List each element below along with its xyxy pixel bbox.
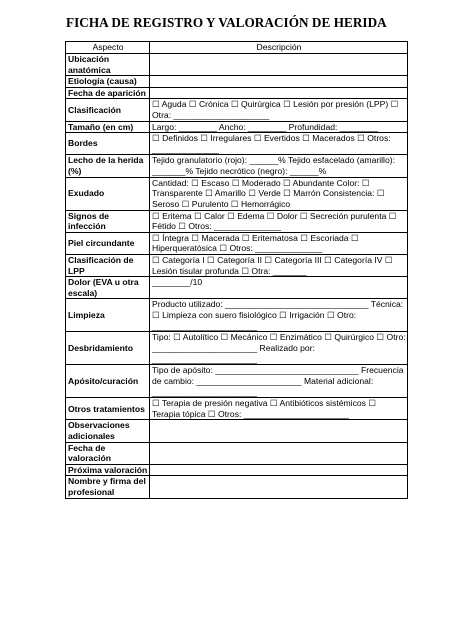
header-aspect: Aspecto — [66, 42, 150, 54]
row-aspect: Exudado — [66, 177, 150, 210]
table-row — [66, 398, 408, 420]
row-aspect: Otros tratamientos — [66, 398, 150, 420]
table-header-row — [66, 42, 408, 54]
row-description[interactable]: ☐ Terapia de presión negativa ☐ Antibióticos sistémicos ☐ Terapia tópica ☐ Otros: ______________________ — [150, 398, 408, 420]
table-row — [66, 277, 408, 299]
document-title: FICHA DE REGISTRO Y VALORACIÓN DE HERIDA — [66, 15, 387, 30]
row-aspect: Apósito/curación — [66, 365, 150, 398]
row-description[interactable]: ☐ Íntegra ☐ Macerada ☐ Eritematosa ☐ Escoriada ☐ Hiperqueratósica ☐ Otros: ______________ — [150, 232, 408, 254]
row-aspect: Fecha de aparición — [66, 87, 150, 99]
row-description[interactable]: Cantidad: ☐ Escaso ☐ Moderado ☐ Abundante Color: ☐ Transparente ☐ Amarillo ☐ Verde ☐ Marrón Consistencia: ☐ Seroso ☐ Purulento ☐ Hemorrágico — [150, 177, 408, 210]
row-aspect: Dolor (EVA u otra escala) — [66, 277, 150, 299]
row-description[interactable] — [150, 442, 408, 464]
row-description[interactable]: Tipo de apósito: ______________________________ Frecuencia de cambio: ______________________ Material adicional: ______________________ — [150, 365, 408, 398]
row-description[interactable]: ☐ Definidos ☐ Irregulares ☐ Evertidos ☐ Macerados ☐ Otros: ______________ — [150, 133, 408, 155]
row-aspect: Signos de infección — [66, 210, 150, 232]
row-description[interactable] — [150, 76, 408, 88]
table-row — [66, 121, 408, 133]
table-row — [66, 210, 408, 232]
table-row — [66, 332, 408, 365]
row-aspect: Desbridamiento — [66, 332, 150, 365]
row-aspect: Limpieza — [66, 299, 150, 332]
table-row — [66, 365, 408, 398]
table-row — [66, 177, 408, 210]
row-aspect: Próxima valoración — [66, 464, 150, 476]
row-description[interactable] — [150, 464, 408, 476]
row-description[interactable]: ☐ Categoría I ☐ Categoría II ☐ Categoría III ☐ Categoría IV ☐ Lesión tisular profunda ☐ Otra: _______ — [150, 254, 408, 276]
row-description[interactable] — [150, 87, 408, 99]
table-row — [66, 133, 408, 155]
table-row — [66, 76, 408, 88]
row-aspect: Piel circundante — [66, 232, 150, 254]
table-row — [66, 99, 408, 121]
row-aspect: Tamaño (en cm) — [66, 121, 150, 133]
table-row — [66, 299, 408, 332]
row-description[interactable]: ☐ Eritema ☐ Calor ☐ Edema ☐ Dolor ☐ Secreción purulenta ☐ Fétido ☐ Otros: ______________ — [150, 210, 408, 232]
row-description[interactable] — [150, 420, 408, 442]
row-aspect: Nombre y firma del profesional — [66, 476, 150, 498]
table-row — [66, 464, 408, 476]
row-aspect: Clasificación de LPP — [66, 254, 150, 276]
row-aspect: Bordes — [66, 133, 150, 155]
table-row — [66, 442, 408, 464]
table-row — [66, 155, 408, 177]
table-row — [66, 420, 408, 442]
row-description[interactable]: Largo: ________ Ancho: ________ Profundidad: ________ — [150, 121, 408, 133]
table-row — [66, 254, 408, 276]
row-aspect: Clasificación — [66, 99, 150, 121]
table-row — [66, 476, 408, 498]
row-description[interactable]: Tipo: ☐ Autolítico ☐ Mecánico ☐ Enzimático ☐ Quirúrgico ☐ Otro: ______________________ Realizado por: ______________________ — [150, 332, 408, 365]
table-row — [66, 54, 408, 76]
row-aspect: Etiología (causa) — [66, 76, 150, 88]
row-aspect: Lecho de la herida (%) — [66, 155, 150, 177]
row-aspect: Observaciones adicionales — [66, 420, 150, 442]
row-description[interactable]: Tejido granulatorio (rojo): ______% Tejido esfacelado (amarillo): _______% Tejido necrótico (negro): ______% — [150, 155, 408, 177]
row-description[interactable] — [150, 476, 408, 498]
row-description[interactable] — [150, 54, 408, 76]
wound-assessment-table — [65, 41, 408, 499]
table-row — [66, 87, 408, 99]
row-description[interactable]: ________/10 — [150, 277, 408, 299]
row-description[interactable]: ☐ Aguda ☐ Crónica ☐ Quirúrgica ☐ Lesión por presión (LPP) ☐ Otra: ____________________ — [150, 99, 408, 121]
row-description[interactable]: Producto utilizado: ______________________________ Técnica: ☐ Limpieza con suero fisiológico ☐ Irrigación ☐ Otro: ______________________ — [150, 299, 408, 332]
row-aspect: Ubicación anatómica — [66, 54, 150, 76]
header-description: Descripción — [150, 42, 408, 54]
row-aspect: Fecha de valoración — [66, 442, 150, 464]
table-row — [66, 232, 408, 254]
